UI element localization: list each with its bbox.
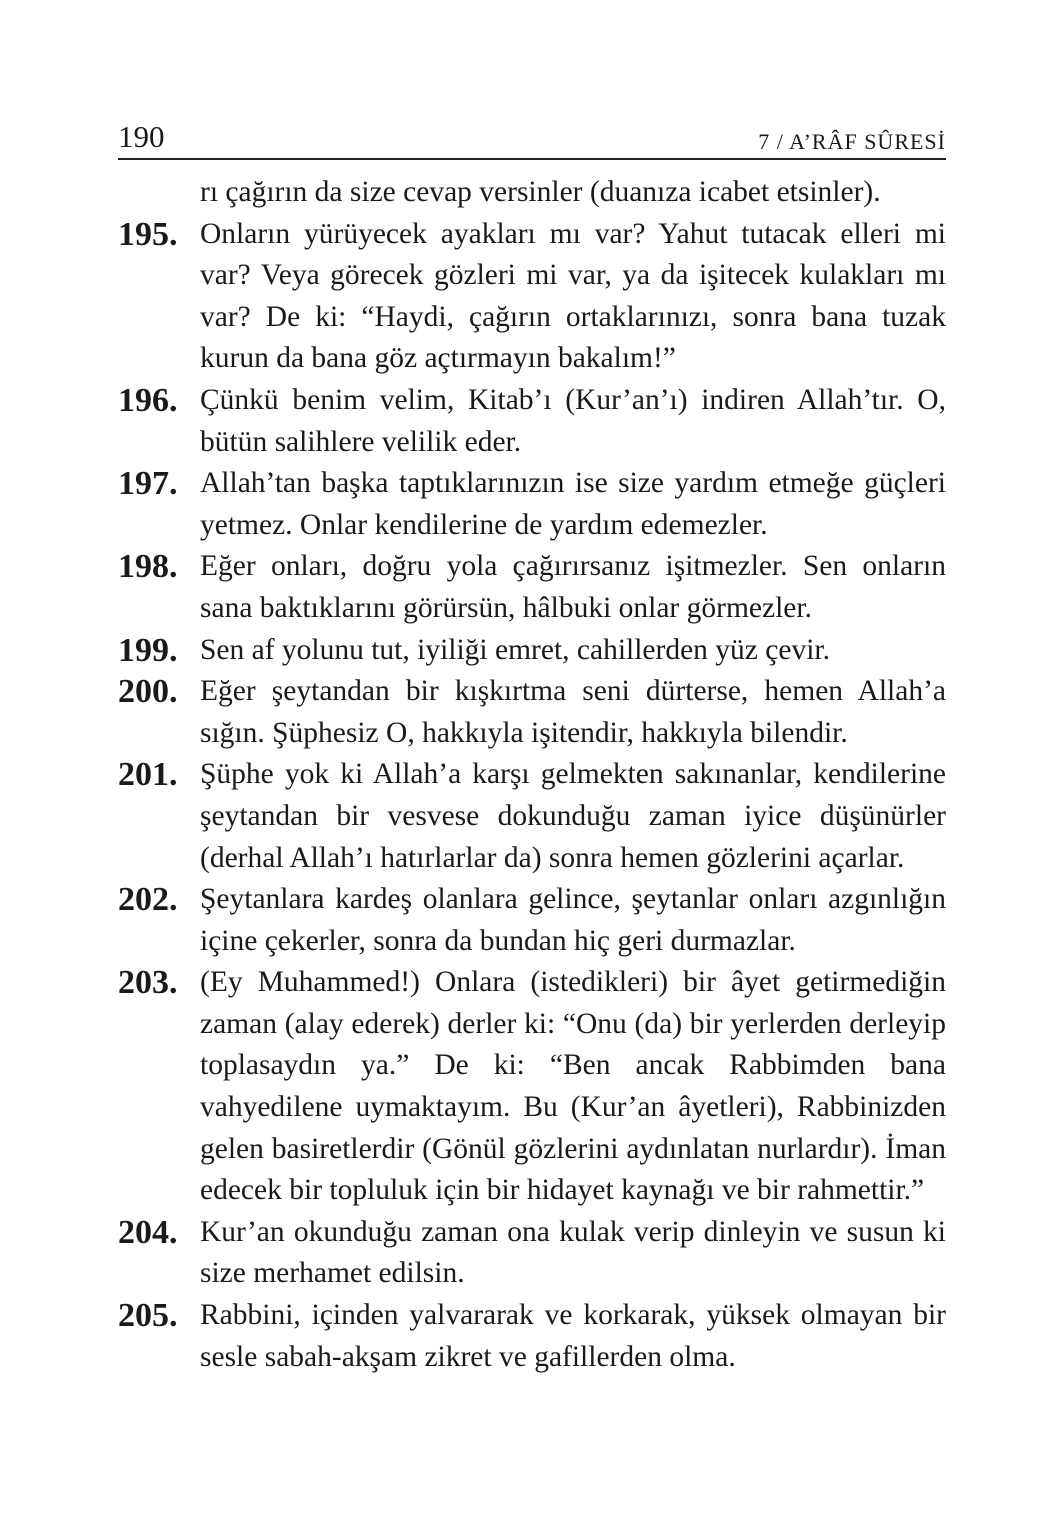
- verse-text: Sen af yolunu tut, iyiliği emret, cahillerden yüz çevir.: [200, 633, 830, 666]
- verse-number: 205.: [118, 1297, 178, 1335]
- verse-number: 200.: [118, 673, 178, 711]
- verse-text: Rabbini, içinden yalvararak ve korkarak, yüksek olmayan bir sesle sabah-akşam zikret ve gafillerden olma.: [200, 1299, 946, 1373]
- verse-197: [118, 463, 946, 546]
- running-title: 7 / A’RÂF SÛRESİ: [758, 129, 946, 154]
- verse-text: (Ey Muhammed!) Onlara (istedikleri) bir âyet getirmediğin zaman (alay ederek) derler ki: “Onu (da) bir yerlerden derleyip toplasaydın ya.” De ki: “Ben ancak Rabbimden bana vahyedilene uymaktayım. Bu (Kur’an âyetleri), Rabbinizden gelen basiretlerdir (Gönül gözlerini aydınlatan nurlardır). İman edecek bir topluluk için bir hidayet kaynağı ve bir rahmettir.”: [200, 966, 946, 1207]
- verse-number: 197.: [118, 465, 178, 503]
- verse-200: [118, 671, 946, 754]
- verse-199: [118, 630, 946, 672]
- book-page: [118, 118, 946, 1378]
- page-number: 190: [118, 119, 165, 154]
- verse-number: 195.: [118, 215, 178, 253]
- verse-number: 201.: [118, 756, 178, 794]
- verse-203: [118, 962, 946, 1212]
- verse-number: 199.: [118, 631, 178, 669]
- verse-number: 203.: [118, 964, 178, 1002]
- verse-text: Onların yürüyecek ayakları mı var? Yahut tutacak elleri mi var? Veya görecek gözleri mi var, ya da işitecek kulakları mı var? De ki: “Haydi, çağırın ortaklarınızı, sonra bana tuzak kurun da bana göz açtırmayın bakalım!”: [200, 217, 946, 375]
- verse-text: Çünkü benim velim, Kitab’ı (Kur’an’ı) indiren Allah’tır. O, bütün salihlere velilik eder.: [200, 383, 946, 458]
- verse-195: [118, 214, 946, 380]
- verse-number: 198.: [118, 548, 178, 586]
- verse-205: [118, 1295, 946, 1378]
- verse-number: 204.: [118, 1213, 178, 1251]
- verse-text: Kur’an okunduğu zaman ona kulak verip dinleyin ve susun ki size merhamet edilsin.: [200, 1215, 946, 1290]
- page-content: [118, 172, 946, 1378]
- continuation-text: rı çağırın da size cevap versinler (duanıza icabet etsinler).: [200, 176, 881, 208]
- verse-text: Şüphe yok ki Allah’a karşı gelmekten sakınanlar, kendilerine şeytandan bir vesvese dokunduğu zaman iyice düşünürler (derhal Allah’ı hatırlarlar da) sonra hemen gözlerini açarlar.: [200, 758, 946, 874]
- verse-text: Eğer onları, doğru yola çağırırsanız işitmezler. Sen onların sana baktıklarını görürsün, hâlbuki onlar görmezler.: [200, 550, 946, 624]
- page-header: [118, 118, 946, 160]
- verse-text: Şeytanlara kardeş olanlara gelince, şeytanlar onları azgınlığın içine çekerler, sonra da bundan hiç geri durmazlar.: [200, 883, 946, 957]
- verse-202: [118, 879, 946, 962]
- verse-text: Allah’tan başka taptıklarınızın ise size yardım etmeğe güçleri yetmez. Onlar kendilerine de yardım edemezler.: [200, 467, 946, 541]
- verse-204: [118, 1212, 946, 1295]
- verse-number: 196.: [118, 381, 178, 419]
- verse-198: [118, 546, 946, 629]
- verse-201: [118, 754, 946, 879]
- verse-text: Eğer şeytandan bir kışkırtma seni dürterse, hemen Allah’a sığın. Şüphesiz O, hakkıyla işitendir, hakkıyla bilendir.: [200, 675, 946, 749]
- verse-196: [118, 380, 946, 463]
- verse-number: 202.: [118, 881, 178, 919]
